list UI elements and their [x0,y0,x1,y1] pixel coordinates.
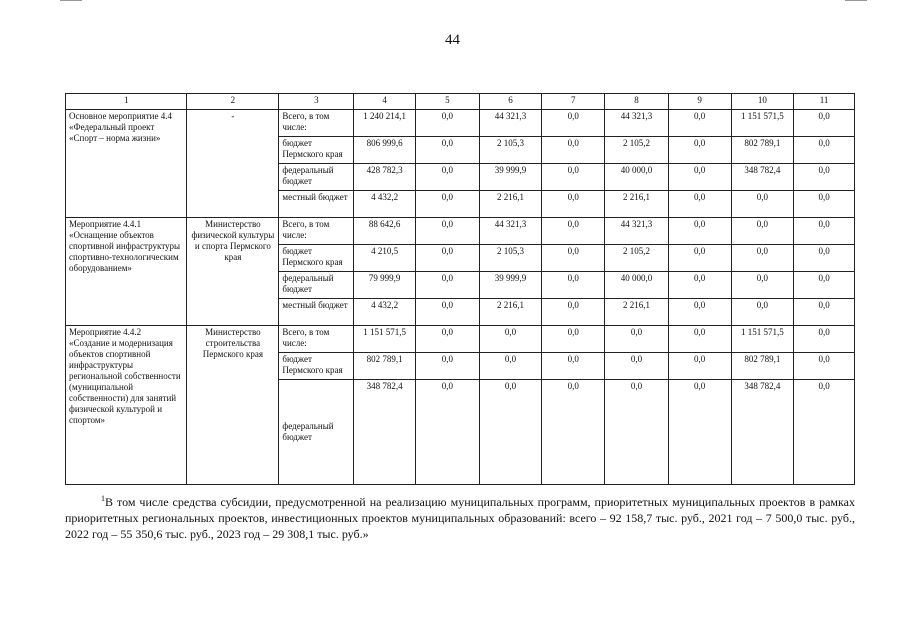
value-cell: 1 240 214,1 [354,110,416,137]
value-cell: 0,0 [542,191,605,218]
column-header: 2 [187,94,279,110]
value-cell: 0,0 [415,137,479,164]
value-cell: 44 321,3 [479,218,542,245]
top-edge-mark-right [845,0,867,1]
column-header: 8 [605,94,669,110]
value-cell: 0,0 [542,353,605,380]
value-cell: 0,0 [794,326,855,353]
table-row [66,110,855,137]
value-cell: 39 999,9 [479,164,542,191]
value-cell: 40 000,0 [605,164,669,191]
value-cell: 0,0 [479,353,542,380]
column-header: 9 [668,94,731,110]
value-cell: 0,0 [794,245,855,272]
responsible-ministry: Министерство физической культуры и спорта Пермского края [187,218,279,326]
page-number: 44 [445,32,460,48]
value-cell: 0,0 [668,326,731,353]
value-cell: 0,0 [415,110,479,137]
value-cell: 0,0 [794,164,855,191]
value-cell: 4 210,5 [354,245,416,272]
column-header: 3 [279,94,354,110]
funding-source-label: бюджет Пермского края [279,137,354,164]
value-cell: 2 216,1 [479,299,542,326]
value-cell: 0,0 [668,353,731,380]
value-cell: 0,0 [542,218,605,245]
value-cell: 1 151 571,5 [731,326,794,353]
value-cell: 39 999,9 [479,272,542,299]
value-cell: 2 105,3 [479,137,542,164]
value-cell: 0,0 [794,137,855,164]
value-cell: 0,0 [794,191,855,218]
value-cell: 44 321,3 [605,110,669,137]
value-cell: 0,0 [542,326,605,353]
value-cell: 0,0 [605,326,669,353]
value-cell: 0,0 [668,380,731,485]
value-cell: 44 321,3 [479,110,542,137]
value-cell: 0,0 [668,110,731,137]
value-cell: 1 151 571,5 [731,110,794,137]
funding-source-label: Всего, в том числе: [279,218,354,245]
activity-description: Мероприятие 4.4.1 «Оснащение объектов спортивной инфраструктуры спортивно-технологическим оборудованием» [66,218,187,326]
column-header: 7 [542,94,605,110]
value-cell: 2 105,2 [605,137,669,164]
value-cell: 0,0 [415,380,479,485]
table-header-row [66,94,855,110]
value-cell: 2 216,1 [605,299,669,326]
funding-source-label: бюджет Пермского края [279,353,354,380]
value-cell: 0,0 [542,272,605,299]
column-header: 6 [479,94,542,110]
value-cell: 802 789,1 [731,137,794,164]
value-cell: 88 642,6 [354,218,416,245]
value-cell: 0,0 [668,299,731,326]
value-cell: 0,0 [794,272,855,299]
value-cell: 0,0 [415,191,479,218]
value-cell: 0,0 [542,164,605,191]
funding-source-label: местный бюджет [279,191,354,218]
value-cell: 0,0 [731,299,794,326]
column-header: 4 [354,94,416,110]
value-cell: 2 216,1 [479,191,542,218]
value-cell: 348 782,4 [354,380,416,485]
table-row [66,326,855,353]
footnote-marker: 1 [101,494,105,503]
funding-source-label: федеральный бюджет [279,164,354,191]
value-cell: 0,0 [794,380,855,485]
footnote [65,494,855,542]
value-cell: 348 782,4 [731,380,794,485]
value-cell: 428 782,3 [354,164,416,191]
value-cell: 0,0 [415,272,479,299]
value-cell: 0,0 [415,245,479,272]
value-cell: 2 105,2 [605,245,669,272]
value-cell: 0,0 [794,110,855,137]
value-cell: 0,0 [415,218,479,245]
value-cell: 0,0 [668,137,731,164]
value-cell: 802 789,1 [731,353,794,380]
column-header: 10 [731,94,794,110]
value-cell: 0,0 [794,299,855,326]
value-cell: 0,0 [794,218,855,245]
budget-table [65,93,855,485]
value-cell: 0,0 [668,272,731,299]
funding-source-label: Всего, в том числе: [279,326,354,353]
value-cell: 44 321,3 [605,218,669,245]
value-cell: 0,0 [668,164,731,191]
funding-source-label: бюджет Пермского края [279,245,354,272]
top-edge-mark-left [60,0,82,1]
value-cell: 0,0 [542,137,605,164]
value-cell: 4 432,2 [354,191,416,218]
value-cell: 0,0 [542,110,605,137]
value-cell: 79 999,9 [354,272,416,299]
funding-source-label: федеральный бюджет [279,380,354,485]
value-cell: 1 151 571,5 [354,326,416,353]
value-cell: 0,0 [668,218,731,245]
value-cell: 0,0 [415,353,479,380]
value-cell: 0,0 [415,299,479,326]
funding-source-label: Всего, в том числе: [279,110,354,137]
value-cell: 0,0 [415,164,479,191]
value-cell: 0,0 [731,218,794,245]
value-cell: 0,0 [542,380,605,485]
value-cell: 2 105,3 [479,245,542,272]
value-cell: 0,0 [479,380,542,485]
activity-description: Основное мероприятие 4.4 «Федеральный проект «Спорт – норма жизни» [66,110,187,218]
value-cell: 802 789,1 [354,353,416,380]
value-cell: 40 000,0 [605,272,669,299]
value-cell: 0,0 [731,272,794,299]
responsible-ministry: - [187,110,279,218]
value-cell: 0,0 [479,326,542,353]
activity-description: Мероприятие 4.4.2 «Создание и модернизация объектов спортивной инфраструктуры региональной собственности (муниципальной собственности) для занятий физической культурой и спортом» [66,326,187,485]
column-header: 11 [794,94,855,110]
funding-source-label: федеральный бюджет [279,272,354,299]
value-cell: 0,0 [542,245,605,272]
value-cell: 0,0 [415,326,479,353]
value-cell: 0,0 [668,191,731,218]
value-cell: 0,0 [794,353,855,380]
value-cell: 2 216,1 [605,191,669,218]
value-cell: 0,0 [731,191,794,218]
value-cell: 0,0 [542,299,605,326]
table-row [66,218,855,245]
value-cell: 0,0 [731,245,794,272]
value-cell: 806 999,6 [354,137,416,164]
column-header: 5 [415,94,479,110]
funding-source-label: местный бюджет [279,299,354,326]
value-cell: 348 782,4 [731,164,794,191]
value-cell: 4 432,2 [354,299,416,326]
value-cell: 0,0 [605,380,669,485]
responsible-ministry: Министерство строительства Пермского края [187,326,279,485]
footnote-text: В том числе средства субсидии, предусмотренной на реализацию муниципальных программ, приоритетных муниципальных проектов в рамках приоритетных региональных проектов, инвестиционных проектов муниципальных образований: всего – 92 158,7 тыс. руб., 2021 год – 7 500,0 тыс. руб., 2022 год – 55 350,6 тыс. руб., 2023 год – 29 308,1 тыс. руб.» [65,495,855,541]
column-header: 1 [66,94,187,110]
value-cell: 0,0 [605,353,669,380]
value-cell: 0,0 [668,245,731,272]
